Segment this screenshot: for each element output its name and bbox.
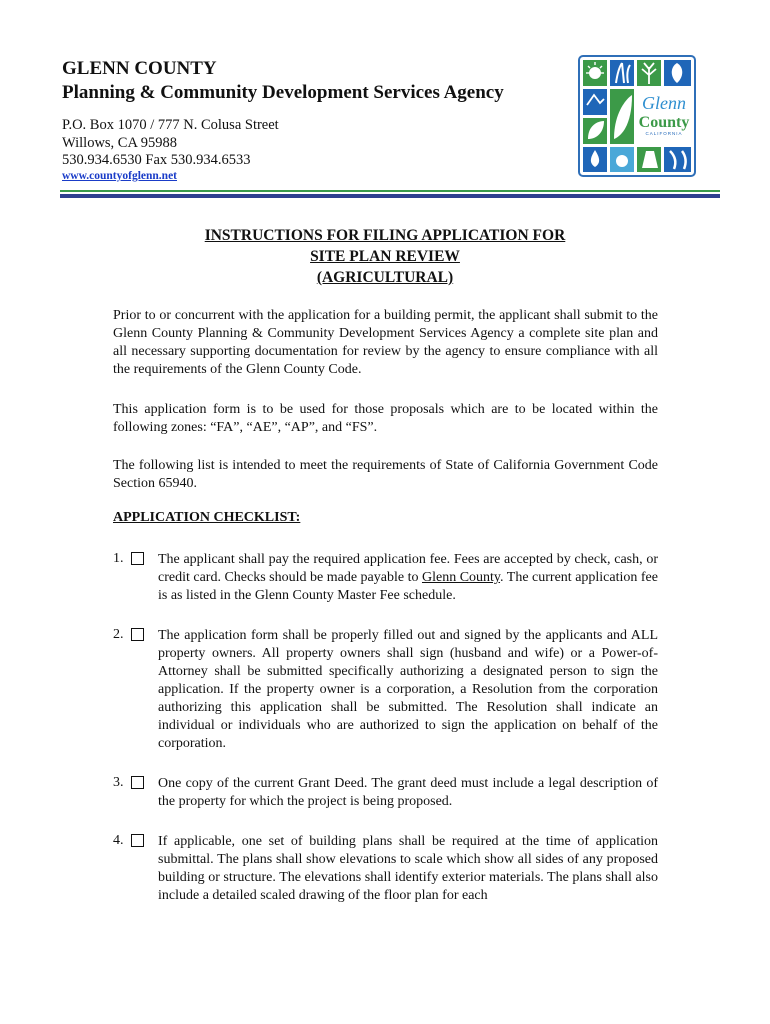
doc-title-line-1: INSTRUCTIONS FOR FILING APPLICATION FOR: [204, 227, 566, 244]
item-text: The application form shall be properly filled out and signed by the applicants and ALL property owners. All property owners shall sign (husband and wife) or a Power-of-Attorney shall be submitted specifically authorizing a designated person to sign the application. If the property owner is a corporation, a Resolution from the corporation authorizing this application shall be submitted. The Resolution shall indicate an individual or individuals who are authorized to sign the application on behalf of the corporation.: [158, 628, 658, 751]
agency-header: [62, 57, 504, 105]
intro-paragraph: Prior to or concurrent with the application for a building permit, the applicant shall submit to the Glenn County Planning & Community Development Services Agency a complete site plan and all necessary supporting documentation for review by the agency to ensure compliance with all the requirements of the Glenn County Code.: [113, 308, 658, 377]
item-number: 3.: [113, 775, 124, 790]
checkbox[interactable]: [131, 628, 144, 641]
logo-word-california: CALIFORNIA: [645, 131, 683, 136]
agency-name: Planning & Community Development Services Agency: [62, 82, 504, 103]
item-text: The applicant shall pay the required application fee. Fees are accepted by check, cash, or credit card. Checks should be made payable to Glenn County. The current application fee is as listed in the Glenn County Master Fee schedule.: [158, 552, 658, 603]
item-number: 2.: [113, 627, 124, 642]
checkbox[interactable]: [131, 552, 144, 565]
item-number: 1.: [113, 551, 124, 566]
item-text: If applicable, one set of building plans shall be required at the time of application submittal. The plans shall show elevations to scale which show all sides of any proposed building or structure. The elevations shall identify exterior materials. The plans shall also include a detailed scaled drawing of the floor plan for each: [158, 834, 658, 903]
logo-word-glenn: Glenn: [642, 93, 686, 113]
checkbox[interactable]: [131, 834, 144, 847]
doc-title-line-2: SITE PLAN REVIEW: [310, 248, 460, 265]
header-rule-green: [60, 190, 720, 192]
glenn-county-logo: [578, 55, 696, 177]
website-link[interactable]: www.countyofglenn.net: [62, 170, 178, 182]
doc-title-line-3: (AGRICULTURAL): [316, 269, 454, 286]
header-rule-blue: [60, 194, 720, 198]
address-block: [62, 117, 279, 170]
address-line-1: P.O. Box 1070 / 777 N. Colusa Street: [62, 117, 279, 133]
item-text: One copy of the current Grant Deed. The grant deed must include a legal description of the property for which the project is being proposed.: [158, 776, 658, 809]
checklist-heading: APPLICATION CHECKLIST:: [113, 510, 301, 525]
address-line-2: Willows, CA 95988: [62, 134, 178, 151]
logo-word-county: County: [638, 114, 690, 131]
zones-paragraph: This application form is to be used for those proposals which are to be located within the following zones: “FA”, “AE”, “AP”, and “FS”.: [113, 402, 658, 435]
checkbox[interactable]: [131, 776, 144, 789]
gov-code-paragraph: The following list is intended to meet the requirements of State of California Government Code Section 65940.: [113, 458, 658, 491]
item-number: 4.: [113, 833, 124, 848]
county-name: GLENN COUNTY: [62, 58, 217, 79]
phone-fax: 530.934.6530 Fax 530.934.6533: [62, 152, 251, 168]
